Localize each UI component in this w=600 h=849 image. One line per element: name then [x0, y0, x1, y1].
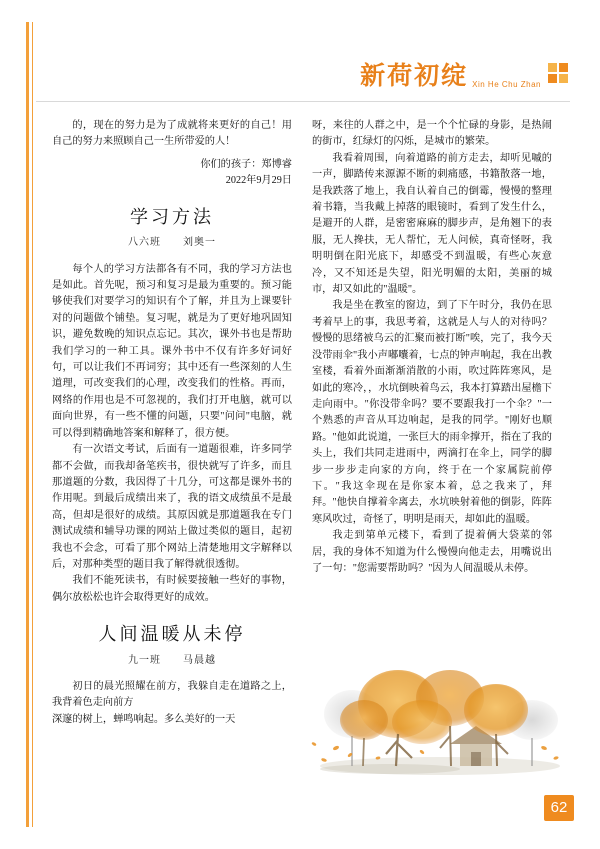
- article-title-study-method: 学习方法: [130, 206, 214, 227]
- byline-author: 马晨越: [183, 654, 216, 666]
- header-pinyin: Xin He Chu Zhan: [472, 80, 541, 89]
- right-column: [312, 118, 552, 577]
- article1-paragraph-1: 每个人的学习方法都各有不同，我的学习方法也是如此。首先呢，预习和复习是最为重要的。预习能够使我们对要学习的知识有个了解，并且为上课要针对的问题做个铺垫。复习呢，就是为了更好地巩固知识，避免数晚的知识点忘记。其次，课外书也是帮助我们学习的一种工具。课外书中不仅有许多好词好句，可以让我们不再词穷；其中还有一些深刻的人生道理，可改变我们的心理，改变我们的性格。再而，网络的作用也是不可忽视的，我们打开电脑，就可以面向世界，有一些不懂的问题，只要"问问"电脑，就可以得到精确地答案和解释了，很方便。: [52, 263, 292, 439]
- letter-closing-paragraph: 的，现在的努力是为了成就将来更好的自己！用自己的努力来照顾自己一生所带爱的人！: [52, 120, 292, 148]
- article2-paragraph-1: 初日的晨光照耀在前方，我躲自走在道路之上，我背着色走向前方: [52, 680, 292, 709]
- signature-name: 你们的孩子：郑博睿: [200, 158, 292, 170]
- article2-paragraph-2: 深邃的树上，蝉鸣响起。多么美好的一天: [52, 713, 236, 725]
- article1-paragraph-2: 有一次语文考试，后面有一道题很难，许多同学都不会做，而我却备笔疾书，很快就写了许多，而且那道题的分数，我因得了十几分，可这都是课外书的作用呢。到最后成绩出来了，我的语文成绩虽不是最高，但却是很好的成绩。其原因就是那道题我在专门测试成绩和辅导功课的网站上做过类似的题目，起初我也不会念，可看了那个网站上清楚地用文字解释以后，对那种类型的题目我了解得就很透彻。: [52, 444, 292, 570]
- article-byline-study-method: [52, 235, 292, 251]
- byline-author: 刘奥一: [183, 237, 216, 249]
- byline-class: 九一班: [128, 654, 161, 666]
- right-paragraph-2: 我看着周围，向着道路的前方走去，却听见嘁的一声，脚踏传来源源不断的刺痛感，书籍散落一地，是我跌落了地上，我自认着自己的倒霉，慢慢的整理着书籍，当我戴上掉落的眼镜时，看到了发生什么，是避开的人群，是密密麻麻的脚步声，是角翘下的表服，无人搀扶，无人帮忙，无人问候，真奇怪呀，我明明倒在阳光底下，却感受不到温暖，有些心灰意冷，又不知还是失望，阳光明媚的太阳，美丽的城市，却又如此的"温暖"。: [312, 152, 552, 296]
- right-paragraph-1: 呀，来往的人群之中，是一个个忙碌的身影，是热闹的街市，红绿灯的闪烁，是城市的繁荣。: [312, 120, 552, 148]
- right-paragraph-4: 我走到第单元楼下，看到了提着俩大袋菜的邻居，我的身体不知道为什么慢慢向他走去，用嘴说出了一句："您需要帮助吗？"因为人间温暖从未停。: [312, 530, 552, 574]
- article1-paragraph-3: 我们不能死读书，有时候要接触一些好的事物，偶尔放松松也许会取得更好的成效。: [52, 575, 292, 603]
- signature-date: 2022年9月29日: [225, 174, 292, 186]
- article-byline-warmth: [52, 653, 292, 669]
- byline-class: 八六班: [128, 237, 161, 249]
- letter-signature: [52, 157, 292, 189]
- page-header: [360, 56, 570, 96]
- left-column: [52, 118, 292, 728]
- article-title-warmth: 人间温暖从未停: [98, 624, 246, 645]
- header-squares-icon: [548, 63, 570, 85]
- left-orange-thin-rule: [32, 22, 33, 827]
- right-paragraph-3: 我是坐在教室的窗边，到了下午时分，我仍在思考着早上的事，我思考着，这就是人与人的对待吗？慢慢的思绪被乌云的汇聚而被打断"唉，完了，我今天没带雨伞"我小声嘟囔着，七点的钟声响起，我在出教室楼，看着外面渐渐消散的小雨，吹过阵阵寒风，是如此的寒冷，，水坑倒映着鸟云，我本打算踏出屋檐下走向雨中。"你没带伞吗？要不要跟我打一个伞？"一个熟悉的声音从耳边响起，是我的同学。"刚好也顺路。"他如此说道，一张巨大的雨伞撑开，指在了我的头上，我们共同走进雨中，两滴打在伞上，同学的脚步一步步走向家的方向，终于在一个家属院前停下。"我这伞现在是你家本着，总之我来了，拜拜。"他快自撑着伞离去，水坑映射着他的倒影，阵阵寒风吹过，奇怪了，明明是雨天，却如此的温暖。: [312, 300, 552, 525]
- header-title: 新荷初绽: [360, 63, 469, 90]
- page-number-badge: 62: [544, 795, 574, 821]
- header-divider: [36, 101, 570, 102]
- left-orange-rule: [26, 22, 29, 827]
- autumn-trees-watercolor-illustration: [300, 648, 570, 783]
